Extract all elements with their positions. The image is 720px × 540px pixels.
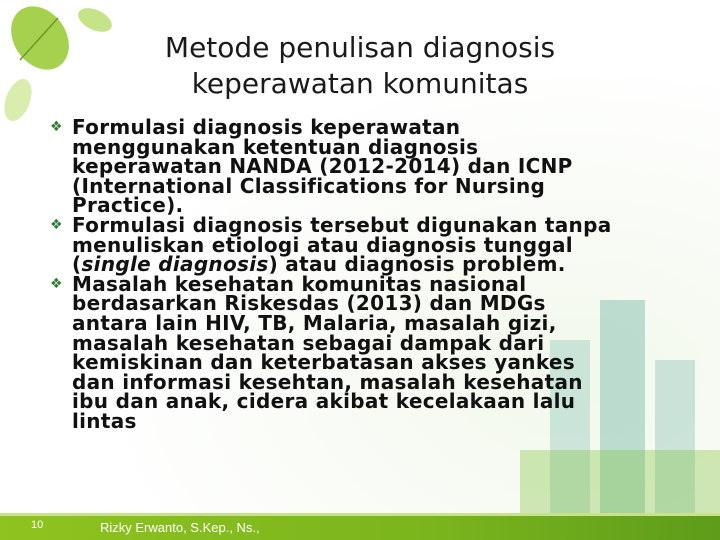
bullet-line: Formulasi diagnosis keperawatan: [72, 115, 461, 139]
diamond-clover-bullet-icon: ❖: [50, 275, 63, 292]
bullet-line: lintas: [72, 408, 137, 433]
diamond-clover-bullet-icon: ❖: [50, 216, 63, 233]
paren-open: (: [72, 252, 82, 277]
bullet-line: Formulasi diagnosis tersebut digunakan tanpa: [72, 212, 612, 237]
footer-bar: [0, 516, 720, 540]
bullet-line: dan informasi kesehtan, masalah kesehatan: [72, 369, 583, 394]
slide-title: [100, 30, 620, 102]
title-line: Metode penulisan diagnosis: [164, 31, 556, 64]
bullet-item: [50, 271, 700, 433]
bullet-line: kemiskinan dan keterbatasan akses yankes: [72, 350, 575, 375]
bullet-line: antara lain HIV, TB, Malaria, masalah gizi,: [72, 310, 557, 335]
bullet-line: Masalah kesehatan komunitas nasional: [72, 271, 527, 296]
title-line: keperawatan komunitas: [191, 67, 529, 100]
bullet-line: ibu dan anak, cidera akibat kecelakaan lalu: [72, 389, 576, 414]
author-credit: Rizky Erwanto, S.Kep., Ns.,: [100, 520, 260, 535]
bullet-line: menggunakan ketentuan diagnosis: [72, 134, 479, 159]
bullet-line: Practice).: [72, 193, 184, 218]
italic-term: single diagnosis: [81, 252, 269, 277]
bullet-line: (International Classifications for Nursing: [72, 173, 546, 198]
bullet-item: [50, 115, 700, 218]
bullet-line: keperawatan NANDA (2012-2014) dan ICNP: [72, 154, 573, 179]
bullet-list: [50, 115, 700, 433]
bullet-line: masalah kesehatan sebagai dampak dari: [72, 330, 545, 355]
diamond-clover-bullet-icon: ❖: [50, 119, 63, 135]
bullet-line: menuliskan etiologi atau diagnosis tunggal: [72, 232, 573, 257]
bullet-item: [50, 212, 700, 277]
bullet-line: berdasarkan Riskesdas (2013) dan MDGs: [72, 291, 546, 316]
page-number: 10: [31, 519, 44, 531]
line-rest: ) atau diagnosis problem.: [268, 252, 566, 277]
